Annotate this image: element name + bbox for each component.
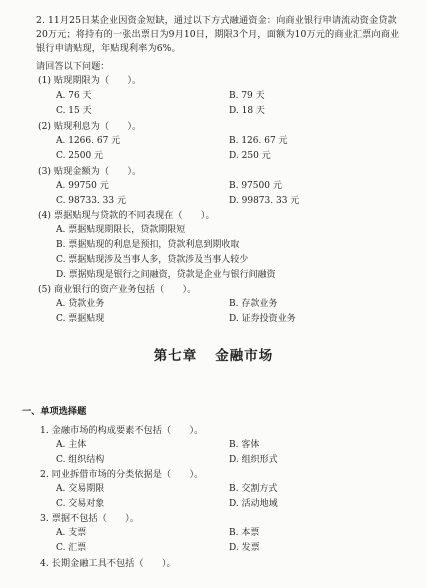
answer-option: C. 2500 元 <box>56 151 104 161</box>
chapter-heading <box>0 344 427 364</box>
question-text: 3. 票据不包括（ ）。 <box>40 513 139 524</box>
answer-option: A. 支票 <box>56 528 87 538</box>
chapter-title: 金融市场 <box>215 348 274 364</box>
question-text: (4) 票据贴现与贷款的不同表现在（ ）。 <box>38 210 215 221</box>
answer-option: A. 票据贴现期限长，贷款期限短 <box>56 225 186 235</box>
answer-option: D. 证券投资业务 <box>229 314 296 324</box>
answer-option: C. 组织结构 <box>56 455 105 465</box>
question-text: 4. 长期金融工具不包括（ ）。 <box>40 558 176 569</box>
answer-option: D. 99873. 33 元 <box>229 196 300 206</box>
answer-option: B. 97500 元 <box>229 181 282 191</box>
question-text: (1) 贴现期限为（ ）。 <box>38 75 142 86</box>
answer-option: C. 98733. 33 元 <box>56 196 126 206</box>
answer-option: C. 票据贴现 <box>56 314 105 324</box>
answer-option: B. 存款业务 <box>229 299 278 309</box>
chapter-number: 第七章 <box>153 348 198 364</box>
answer-option: A. 76 天 <box>56 91 92 101</box>
case-intro-paragraph: 2. 11月25日某企业因资金短缺，通过以下方式融通资金：向商业银行申请流动资金贷款20万元；将持有的一张出票日为9月10日，期限3个月，面额为10万元的商业汇票向商业银行申请贴现，年贴现利率为6%。 <box>36 15 400 54</box>
answer-option: D. 250 元 <box>229 151 271 161</box>
answer-option: A. 贷款业务 <box>56 299 105 309</box>
section-heading: 一、单项选择题 <box>22 406 87 417</box>
answer-option: C. 交易对象 <box>56 499 105 509</box>
answer-option: D. 组织形式 <box>229 455 278 465</box>
answer-prompt: 请回答以下问题： <box>36 61 110 72</box>
answer-option: B. 客体 <box>229 440 260 450</box>
answer-option: A. 主体 <box>56 440 87 450</box>
question-text: (3) 贴现金额为（ ）。 <box>38 166 142 177</box>
answer-option: A. 交易期限 <box>56 484 105 494</box>
answer-option: B. 交割方式 <box>229 484 278 494</box>
question-text: (2) 贴现利息为（ ）。 <box>38 121 142 132</box>
answer-option: A. 99750 元 <box>56 181 109 191</box>
answer-option: A. 1266. 67 元 <box>56 136 121 146</box>
answer-option: D. 18 天 <box>229 106 265 116</box>
answer-option: B. 126. 67 元 <box>229 136 288 146</box>
answer-option: B. 票据贴现的利息是预扣，贷款利息到期收取 <box>56 240 240 250</box>
question-text: (5) 商业银行的资产业务包括（ ）。 <box>38 284 197 295</box>
answer-option: C. 票据贴现涉及当事人多，贷款涉及当事人较少 <box>56 255 249 265</box>
question-text: 2. 同业拆借市场的分类依据是（ ）。 <box>40 469 204 480</box>
answer-option: C. 15 天 <box>56 106 92 116</box>
question-text: 1. 金融市场的构成要素不包括（ ）。 <box>40 425 204 436</box>
answer-option: D. 发票 <box>229 543 260 553</box>
answer-option: B. 79 天 <box>229 91 265 101</box>
answer-option: C. 汇票 <box>56 543 87 553</box>
answer-option: B. 本票 <box>229 528 260 538</box>
answer-option: D. 票据贴现是银行之间融资，贷款是企业与银行间融资 <box>56 270 276 280</box>
answer-option: D. 活动地域 <box>229 499 278 509</box>
